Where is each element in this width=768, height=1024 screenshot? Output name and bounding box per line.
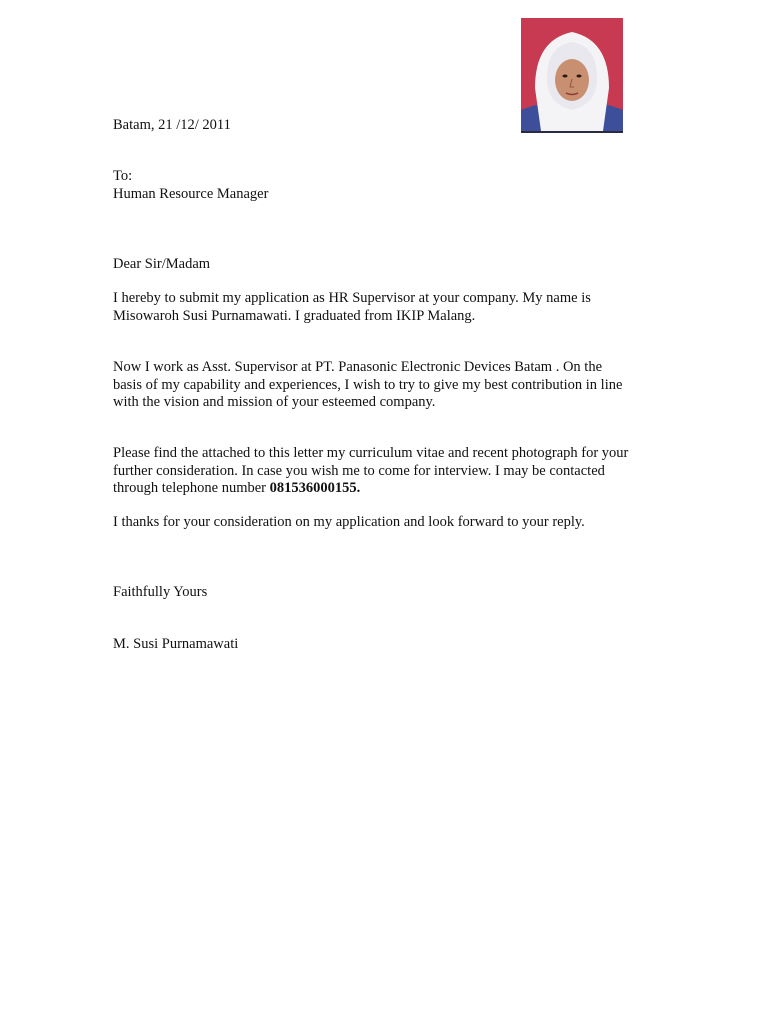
- paragraph-line: [113, 480, 673, 498]
- paragraph-line: with the vision and mission of your esteemed company.: [113, 394, 436, 410]
- recipient-to-label: To:: [113, 168, 133, 184]
- paragraph-introduction: [113, 290, 673, 325]
- paragraph-line: Now I work as Asst. Supervisor at PT. Panasonic Electronic Devices Batam . On the: [113, 359, 603, 375]
- paragraph-line: Please find the attached to this letter my curriculum vitae and recent photograph for your: [113, 445, 629, 461]
- paragraph-current-work: [113, 359, 673, 412]
- paragraph-thanks: I thanks for your consideration on my application and look forward to your reply.: [113, 514, 585, 530]
- signature-name: M. Susi Purnamawati: [113, 636, 239, 652]
- closing: Faithfully Yours: [113, 584, 208, 600]
- salutation: Dear Sir/Madam: [113, 256, 211, 272]
- phone-prefix: through telephone number: [113, 480, 270, 496]
- paragraph-line: I hereby to submit my application as HR Supervisor at your company. My name is: [113, 290, 591, 306]
- portrait-photo-icon: [521, 18, 623, 131]
- paragraph-line: basis of my capability and experiences, I wish to try to give my best contribution in line: [113, 376, 623, 393]
- applicant-photo: [521, 18, 623, 133]
- phone-number: 081536000155.: [269, 480, 361, 496]
- letter-date: Batam, 21 /12/ 2011: [113, 117, 231, 133]
- recipient-name: Human Resource Manager: [113, 186, 269, 202]
- paragraph-attachments: [113, 445, 673, 498]
- paragraph-line: Misowaroh Susi Purnamawati. I graduated from IKIP Malang.: [113, 307, 476, 324]
- paragraph-line: further consideration. In case you wish me to come for interview. I may be contacted: [113, 462, 605, 479]
